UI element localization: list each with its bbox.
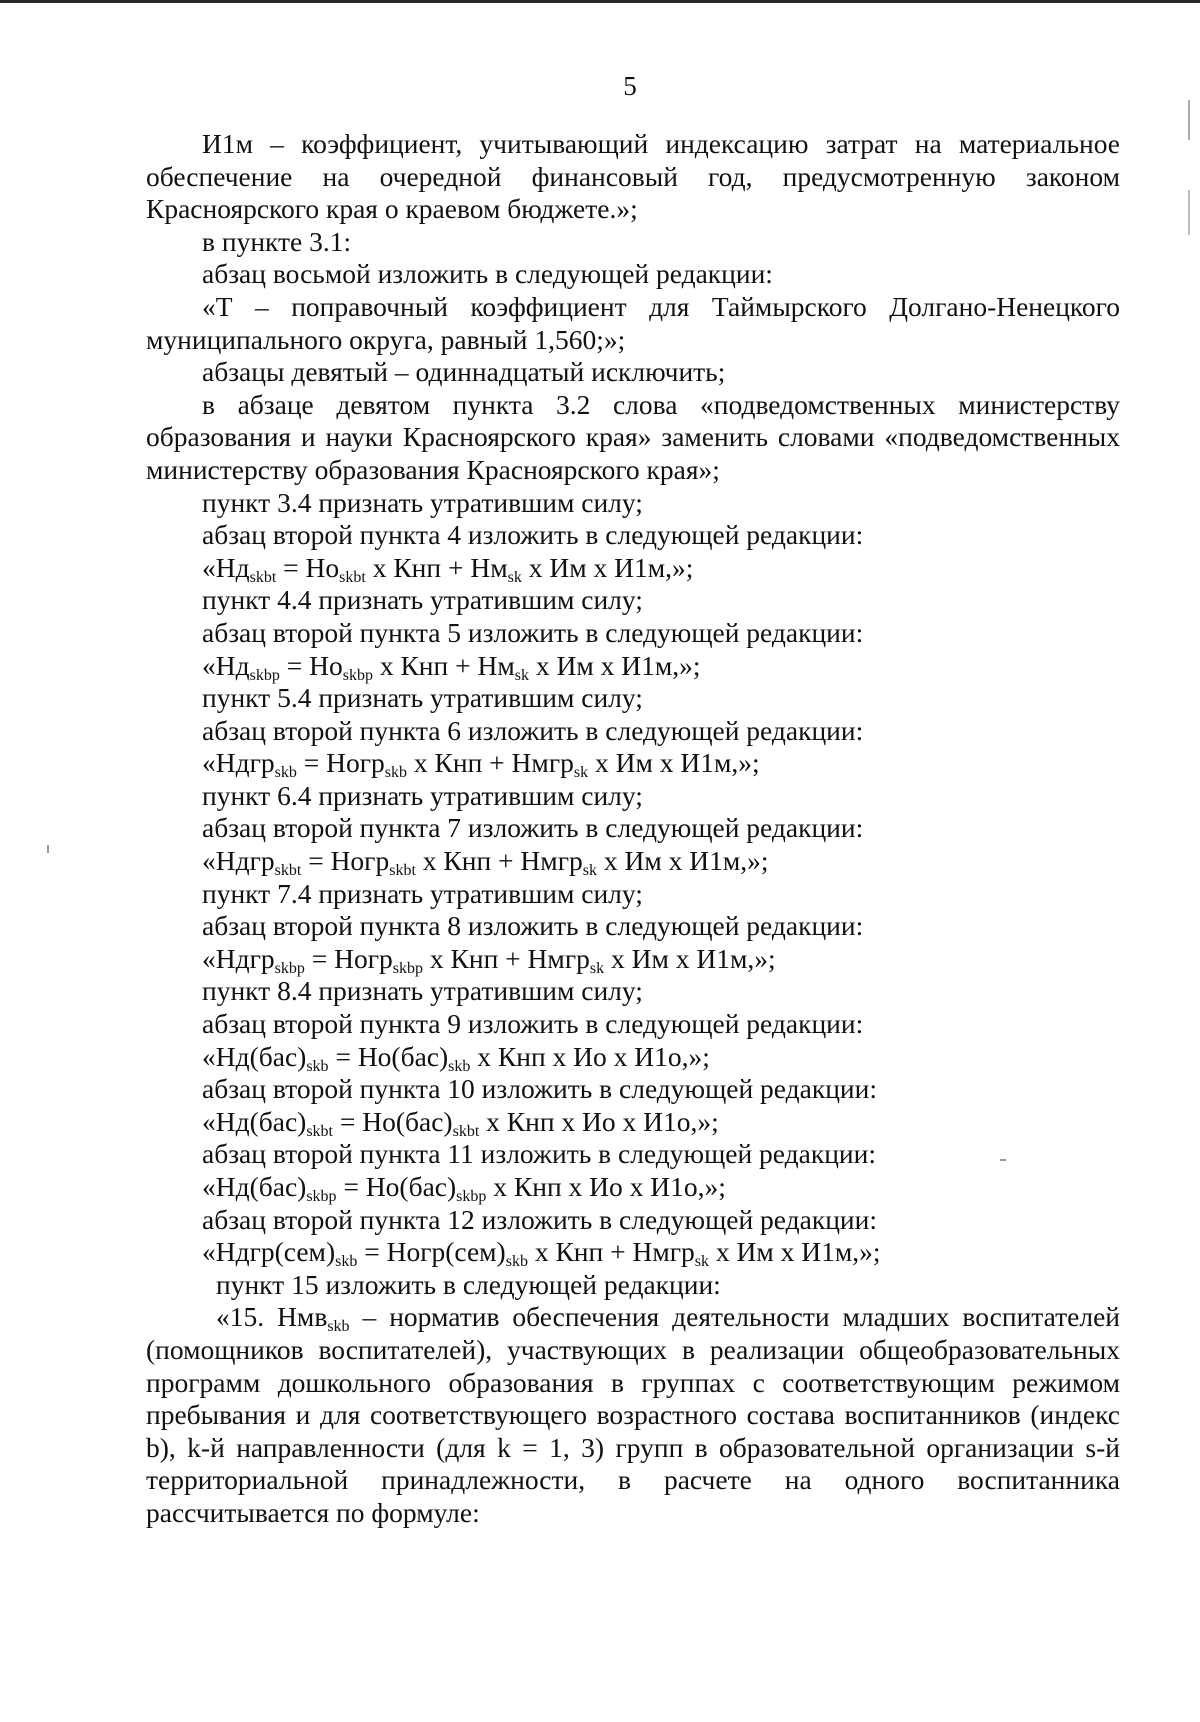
paragraph: абзац второй пункта 4 изложить в следующей редакции: (202, 519, 864, 551)
paragraph: абзацы девятый – одиннадцатый исключить; (202, 356, 726, 388)
paragraph: абзац второй пункта 9 изложить в следующей редакции: (202, 1008, 864, 1040)
paragraph: пункт 4.4 признать утратившим силу; (202, 584, 643, 616)
scan-speck (47, 845, 49, 853)
formula-line: «$Нд(бас)_{skb} = Но(бас)_{skb}$ х Кнп х Ио х И1о,»; (202, 1040, 710, 1075)
paragraph: в пункте 3.1: (202, 225, 352, 257)
formula-line: «Ндгр$_{skb}$ = Ногр$_{skb}$ х Кнп + Нмгр$_{sk}$ х Им х И1м,»; (202, 747, 760, 782)
paragraph: абзац второй пункта 8 изложить в следующей редакции: (202, 910, 864, 942)
paragraph: пункт 6.4 признать утратившим силу; (202, 779, 643, 811)
paragraph-i1m-definition: И1м – коэффициент, учитывающий индексацию затрат на материальное обеспечение на очередной финансовый год, предусмотренную законом Красноярского края о краевом бюджете.»; (146, 128, 1120, 225)
top-rule (0, 0, 1200, 3)
page-number: 5 (623, 71, 637, 101)
formula-line: «$Нд_{skbp} = Но_{skbp}$ х Кнп + $Нм_{sk}$ х Им х И1м,»; (202, 649, 701, 684)
formula-line: «$Ндгр(сем)_{skb}$ = $Ногр(сем)_{skb}$ х Кнп + Нмгр$_{sk}$ х Им х И1м,»; (202, 1236, 881, 1271)
scan-margin-mark (1188, 190, 1190, 235)
document-body (146, 128, 1120, 1530)
paragraph: пункт 8.4 признать утратившим силу; (202, 975, 643, 1007)
scan-margin-mark (1188, 100, 1190, 140)
paragraph: абзац восьмой изложить в следующей редакции: (202, 258, 773, 290)
paragraph: пункт 5.4 признать утратившим силу; (202, 682, 643, 714)
paragraph: пункт 15 изложить в следующей редакции: (216, 1268, 721, 1300)
paragraph: пункт 7.4 признать утратившим силу; (202, 877, 643, 909)
formula-line: «Ндгр$_{skbp}$ = Ногр$_{skbp}$ х Кнп + Нмгр$_{sk}$ х Им х И1м,»; (202, 942, 776, 977)
paragraph-t-coefficient: «Т – поправочный коэффициент для Таймырского Долгано-Ненецкого муниципального округа, равный 1,560;»; (146, 290, 1120, 355)
paragraph-clause-3-2: в абзаце девятом пункта 3.2 слова «подведомственных министерству образования и науки Красноярского края» заменить словами «подведомственных министерству образования Красноярского края»; (146, 388, 1120, 485)
paragraph: пункт 3.4 признать утратившим силу; (202, 486, 643, 518)
paragraph: абзац второй пункта 7 изложить в следующей редакции: (202, 812, 864, 844)
paragraph: абзац второй пункта 5 изложить в следующей редакции: (202, 616, 864, 648)
paragraph: абзац второй пункта 6 изложить в следующей редакции: (202, 714, 864, 746)
formula-line: «$Нд(бас)_{skbt} = Но(бас)_{skbt}$ х Кнп х Ио х И1о,»; (202, 1105, 719, 1140)
paragraph: абзац второй пункта 10 изложить в следующей редакции: (202, 1073, 877, 1105)
formula-line: «$Нд(бас)_{skbp} = Но(бас)_{skbp}$ х Кнп х Ио х И1о,»; (202, 1171, 726, 1205)
formula-line: «$Нд_{skbt} = Но_{skbt}$ х Кнп + $Нм_{sk}$ х Им х И1м,»; (202, 551, 694, 586)
paragraph-clause-15: «15. Нмв$_{skb}$ – норматив обеспечения деятельности младших воспитателей (помощников воспитателей), участвующих в реализации общеобразовательных программ дошкольного образования в группах с соответствующим режимом пребывания и для соответствующего возрастного состава воспитанников (индекс b), k-й направленности (для k = 1, 3) групп в образовательной организации s-й территориальной принадлежности, в расчете на одного воспитанника рассчитывается по формуле: (146, 1301, 1121, 1528)
paragraph: абзац второй пункта 12 изложить в следующей редакции: (202, 1203, 877, 1235)
paragraph: абзац второй пункта 11 изложить в следующей редакции: (202, 1138, 876, 1170)
scan-speck (1000, 1159, 1006, 1161)
formula-line: «Ндгр$_{skbt}$ = Ногр$_{skbt}$ х Кнп + Нмгр$_{sk}$ х Им х И1м,»; (202, 845, 769, 880)
